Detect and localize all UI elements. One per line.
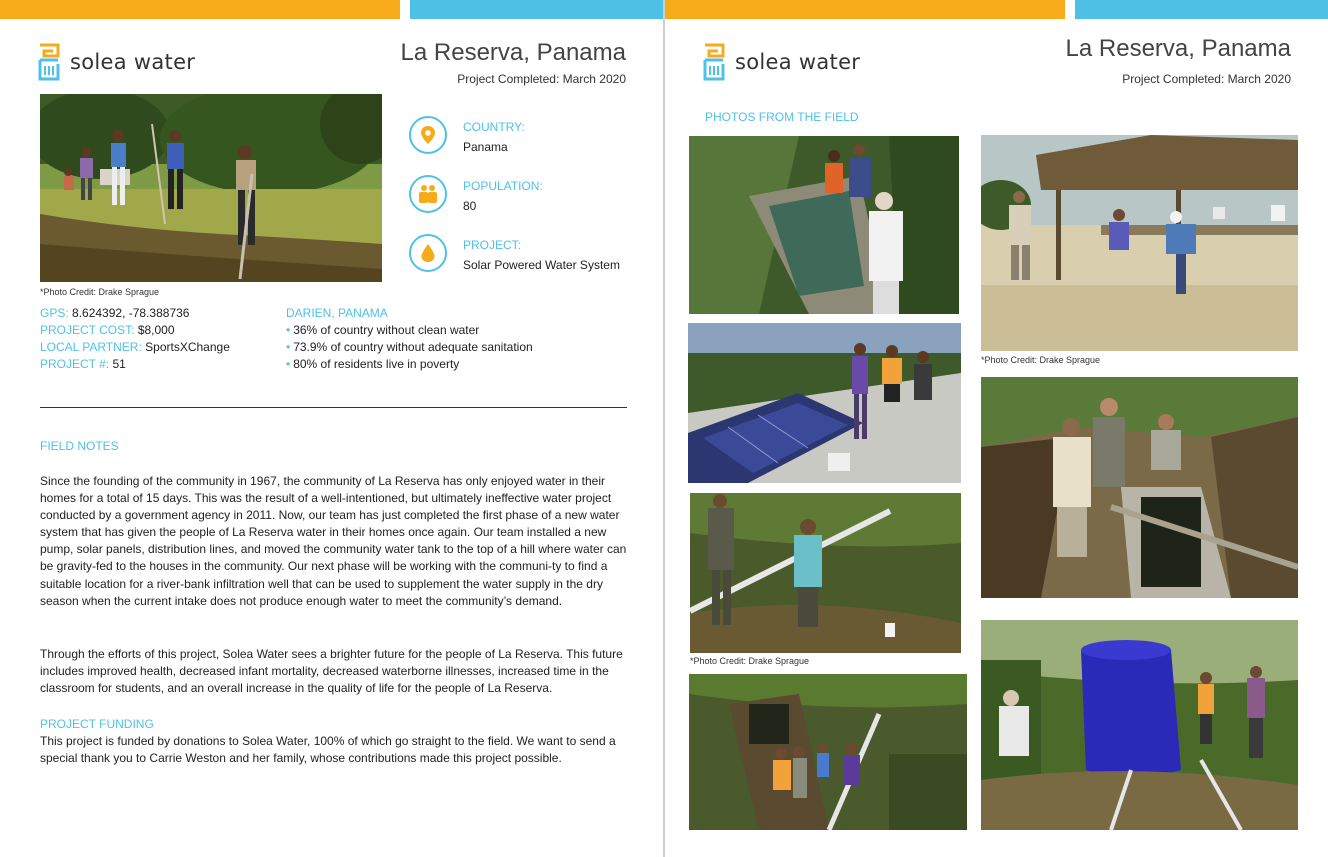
region-item-text: 36% of country without clean water — [293, 323, 480, 337]
field-notes-paragraph-1: Since the founding of the community in 1967, the community of La Reserva has only enjoyed water in their homes for a total of 15 days. This was the result of a well-intentioned, but ultimately ineffective water project conducted by a government agency in 2011. Now, our team has just completed the first phase of a new water system that has given the people of La Reserva water in their homes once again. Our team installed a new pump, solar panels, distribution lines, and moved the community water tank to the top of a hill where water can be gravity-fed to the houses in the community. Our next phase will be working with the communi-ty to find a suitable location for a river-bank infiltration well that can be used to supplement the water supply in the dry season when the current intake does not produce enough water to meet the community’s demand. — [40, 474, 627, 608]
detail-gps — [40, 305, 230, 322]
stat-value: Solar Powered Water System — [463, 258, 620, 272]
funding-paragraph: This project is funded by donations to Solea Water, 100% of which go straight to the field. We want to send a special thank you to Carrie Weston and her family, whose contributions made this project possible. — [40, 734, 616, 766]
left-page — [0, 0, 663, 857]
section-divider — [40, 407, 627, 408]
stat-country — [409, 116, 525, 154]
header-bar-blue — [1075, 0, 1328, 19]
field-photo-water-tank — [981, 620, 1298, 830]
field-photo-trench — [689, 674, 967, 830]
field-photo-well — [981, 377, 1298, 598]
detail-project-number — [40, 356, 230, 373]
brand-name: solea water — [735, 50, 861, 74]
region-item — [286, 322, 533, 339]
field-photo-hut — [981, 135, 1298, 351]
field-photo-pipe — [690, 493, 961, 653]
field-notes-paragraph-2: Through the efforts of this project, Solea Water sees a brighter future for the people of La Reserva. This future includes improved health, decreased infant mortality, decreased waterborne illnesses, increased time in the classroom for students, and an overall increase in the quality of life for the people of La Reserva. — [40, 647, 623, 696]
page-title: La Reserva, Panama — [400, 39, 626, 66]
photo-credit: *Photo Credit: Drake Sprague — [981, 355, 1101, 365]
region-stats — [286, 305, 533, 373]
stat-value: 80 — [463, 199, 477, 213]
stat-label: PROJECT: — [463, 238, 522, 252]
completion-date: Project Completed: March 2020 — [1122, 72, 1291, 86]
location-pin-icon — [409, 116, 447, 154]
header-bar-orange — [0, 0, 400, 19]
hero-photo-farmers — [40, 94, 382, 282]
detail-value: $8,000 — [137, 323, 175, 337]
stat-value: Panama — [463, 140, 508, 154]
field-photo-solar-panels — [688, 323, 961, 483]
detail-cost — [40, 322, 230, 339]
people-icon — [409, 175, 447, 213]
region-item — [286, 339, 533, 356]
bullet-icon: • — [286, 340, 291, 354]
photo-credit: *Photo Credit: Drake Sprague — [690, 656, 810, 666]
photo-credit: *Photo Credit: Drake Sprague — [40, 287, 160, 297]
brand-name: solea water — [70, 50, 196, 74]
header-bar-orange — [665, 0, 1065, 19]
solea-logo-icon — [703, 42, 726, 82]
header-bar-blue — [410, 0, 663, 19]
detail-key: PROJECT #: — [40, 357, 110, 371]
field-notes-heading: FIELD NOTES — [40, 439, 119, 453]
stat-label: COUNTRY: — [463, 120, 525, 134]
stat-project — [409, 234, 620, 272]
detail-key: PROJECT COST: — [40, 323, 135, 337]
photos-section-label: PHOTOS FROM THE FIELD — [705, 110, 859, 124]
field-photo-canal — [689, 136, 959, 314]
right-page — [665, 0, 1328, 857]
bullet-icon: • — [286, 357, 291, 371]
brand-logo — [38, 42, 195, 82]
detail-partner — [40, 339, 230, 356]
stat-population — [409, 175, 543, 213]
brand-logo — [703, 42, 860, 82]
detail-value: 51 — [112, 357, 126, 371]
detail-value: SportsXChange — [145, 340, 230, 354]
region-item-text: 80% of residents live in poverty — [293, 357, 460, 371]
funding-heading: PROJECT FUNDING — [40, 717, 154, 731]
stat-label: POPULATION: — [463, 179, 543, 193]
water-drop-icon — [409, 234, 447, 272]
project-details — [40, 305, 230, 373]
detail-value: 8.624392, -78.388736 — [72, 306, 190, 320]
region-item — [286, 356, 533, 373]
page-title: La Reserva, Panama — [1065, 35, 1291, 62]
bullet-icon: • — [286, 323, 291, 337]
solea-logo-icon — [38, 42, 61, 82]
region-item-text: 73.9% of country without adequate sanitation — [293, 340, 533, 354]
completion-date: Project Completed: March 2020 — [457, 72, 626, 86]
detail-key: GPS: — [40, 306, 69, 320]
region-heading: DARIEN, PANAMA — [286, 306, 388, 320]
detail-key: LOCAL PARTNER: — [40, 340, 142, 354]
